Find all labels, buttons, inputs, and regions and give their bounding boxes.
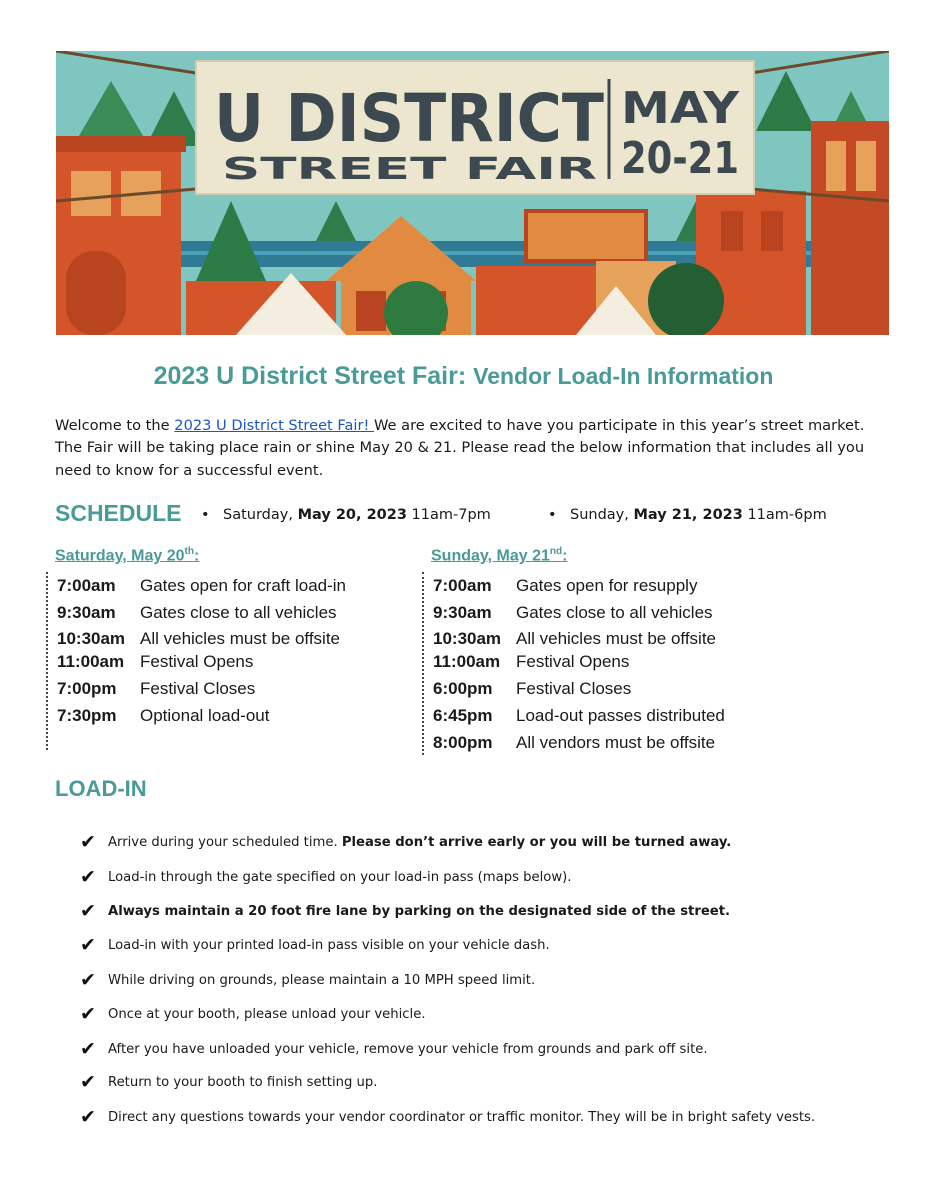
schedule-time: 7:00am [57, 576, 116, 595]
load-in-item [80, 934, 550, 956]
schedule-summary-sunday [548, 507, 827, 523]
schedule-row [433, 576, 697, 596]
schedule-event: Optional load-out [140, 706, 270, 725]
checkmark-icon: ✔ [80, 1071, 96, 1093]
item-bold-text: Please don’t arrive early or you will be turned away. [341, 835, 732, 850]
saturday-schedule [46, 572, 347, 750]
schedule-row [433, 603, 713, 623]
schedule-time: 11:00am [57, 652, 125, 671]
load-in-heading: LOAD-IN [55, 776, 147, 801]
sunday-schedule [422, 572, 725, 755]
bullet: • [548, 507, 557, 523]
schedule-time: 9:30am [57, 603, 116, 622]
sunday-heading [431, 546, 567, 565]
schedule-time: 6:00pm [433, 679, 493, 698]
schedule-time: 7:30pm [57, 706, 117, 725]
summary-date: May 20, 2023 [297, 507, 407, 523]
schedule-row [433, 733, 715, 753]
saturday-suffix: th [184, 546, 194, 557]
schedule-event: Gates open for resupply [516, 576, 698, 595]
schedule-row [57, 603, 337, 623]
schedule-row [57, 629, 340, 649]
schedule-event: Festival Closes [140, 679, 256, 698]
schedule-event: All vehicles must be offsite [516, 629, 716, 648]
banner-title: U DISTRICT [214, 80, 604, 157]
checkmark-icon: ✔ [80, 866, 96, 888]
schedule-row [57, 576, 346, 596]
checkmark-icon: ✔ [80, 1106, 96, 1128]
schedule-event: Load-out passes distributed [516, 706, 725, 725]
item-text: Return to your booth to finish setting up. [108, 1075, 378, 1090]
schedule-event: All vendors must be offsite [516, 733, 716, 752]
schedule-time: 10:30am [433, 629, 502, 648]
item-text: Once at your booth, please unload your vehicle. [108, 1007, 426, 1022]
summary-day: Sunday, [570, 507, 634, 523]
schedule-row [433, 679, 631, 699]
checkmark-icon: ✔ [80, 900, 96, 922]
summary-hours: 11am-6pm [742, 507, 827, 523]
summary-date: May 21, 2023 [633, 507, 743, 523]
schedule-time: 11:00am [433, 652, 501, 671]
title-main: 2023 U District Street Fair: [153, 362, 474, 390]
load-in-item [80, 900, 730, 922]
schedule-time: 9:30am [433, 603, 492, 622]
saturday-colon: : [194, 547, 200, 565]
page-title [0, 362, 927, 391]
intro-paragraph [55, 415, 875, 482]
checkmark-icon: ✔ [80, 1038, 96, 1060]
item-text: Arrive during your scheduled time. [108, 835, 342, 850]
schedule-summary-saturday [201, 507, 491, 523]
load-in-item [80, 1038, 708, 1060]
load-in-item [80, 1071, 377, 1093]
load-in-item [80, 1003, 426, 1025]
schedule-event: Gates close to all vehicles [516, 603, 713, 622]
item-text: While driving on grounds, please maintain a 10 MPH speed limit. [108, 973, 536, 988]
load-in-item [80, 1106, 815, 1128]
bullet: • [201, 507, 210, 523]
saturday-heading [55, 546, 199, 565]
sunday-heading-text: Sunday, May 21 [431, 547, 550, 565]
load-in-item [80, 831, 731, 853]
schedule-time: 10:30am [57, 629, 126, 648]
item-bold-text: Always maintain a 20 foot fire lane by parking on the designated side of the street. [108, 904, 731, 919]
checkmark-icon: ✔ [80, 1003, 96, 1025]
schedule-event: Gates close to all vehicles [140, 603, 337, 622]
schedule-time: 6:45pm [433, 706, 493, 725]
item-text: Load-in through the gate specified on your load-in pass (maps below). [108, 870, 572, 885]
banner-month: MAY [621, 83, 741, 134]
checkmark-icon: ✔ [80, 934, 96, 956]
banner-illustration [56, 51, 889, 335]
banner-subtitle: STREET FAIR [222, 152, 597, 187]
checkmark-icon: ✔ [80, 969, 96, 991]
checkmark-icon: ✔ [80, 831, 96, 853]
street-fair-link[interactable]: 2023 U District Street Fair! [174, 417, 374, 434]
event-banner [56, 51, 889, 335]
item-text: Load-in with your printed load-in pass visible on your vehicle dash. [108, 938, 550, 953]
summary-day: Saturday, [223, 507, 298, 523]
banner-days: 20-21 [621, 133, 739, 184]
title-sub: Vendor Load-In Information [473, 363, 774, 389]
summary-hours: 11am-7pm [406, 507, 491, 523]
schedule-row [433, 629, 716, 649]
schedule-event: Festival Opens [516, 652, 630, 671]
schedule-time: 7:00pm [57, 679, 117, 698]
item-text: After you have unloaded your vehicle, remove your vehicle from grounds and park off site. [108, 1042, 708, 1057]
schedule-time: 8:00pm [433, 733, 493, 752]
schedule-row [433, 652, 629, 672]
schedule-heading: SCHEDULE [55, 500, 182, 526]
sunday-colon: : [562, 547, 568, 565]
load-in-item [80, 866, 571, 888]
schedule-time: 7:00am [433, 576, 492, 595]
load-in-item [80, 969, 535, 991]
sunday-suffix: nd [549, 546, 563, 557]
schedule-event: Gates open for craft load-in [140, 576, 347, 595]
schedule-row [433, 706, 725, 726]
schedule-event: All vehicles must be offsite [140, 629, 340, 648]
intro-text-rest: We are excited to have you participate in this year’s street market. The Fair will be taking place rain or shine May 20 & 21. Please read the below information that includes all you need to know for a successful event. [55, 417, 865, 479]
schedule-event: Festival Opens [140, 652, 254, 671]
item-text: Direct any questions towards your vendor coordinator or traffic monitor. They will be in bright safety vests. [108, 1110, 816, 1125]
schedule-row [57, 652, 253, 672]
schedule-event: Festival Closes [516, 679, 632, 698]
schedule-row [57, 706, 269, 726]
schedule-row [57, 679, 255, 699]
intro-text-start: Welcome to the [55, 417, 175, 434]
saturday-heading-text: Saturday, May 20 [55, 547, 185, 565]
